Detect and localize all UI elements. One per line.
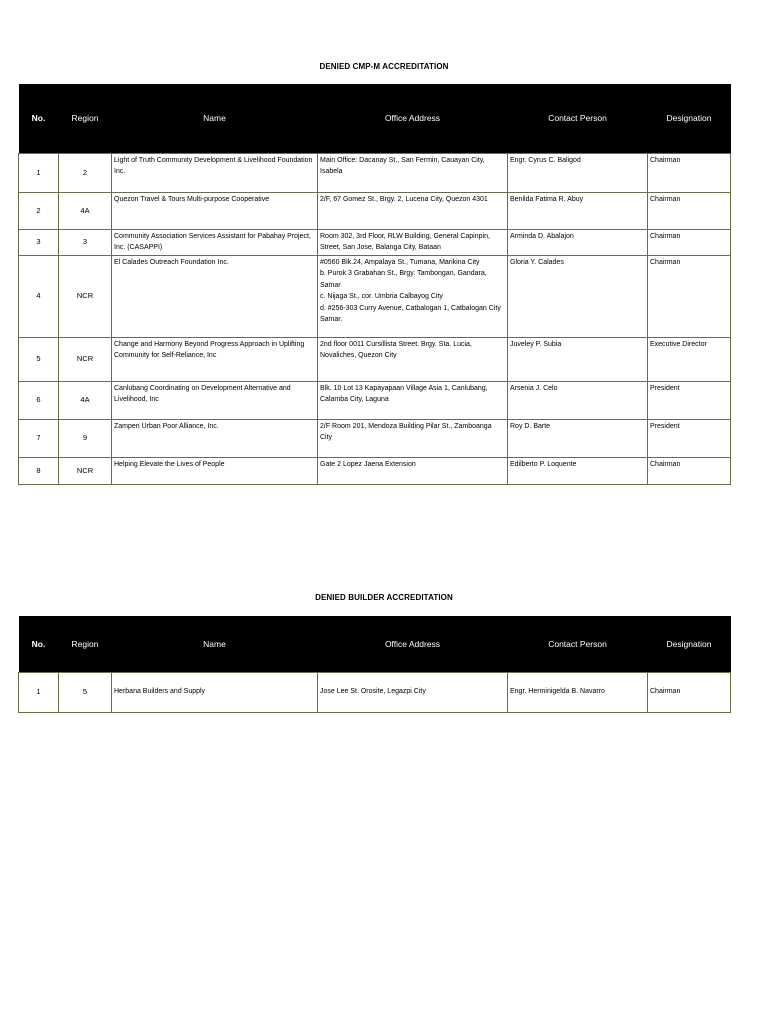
address-line: b. Purok 3 Grabahan St., Brgy. Tambongan, Gandara, Samar (320, 270, 487, 289)
cell-name: Herbana Builders and Supply (112, 672, 318, 712)
cell-no: 5 (19, 337, 59, 381)
cell-region: NCR (59, 337, 112, 381)
cell-contact-person: Edilberto P. Loquente (508, 457, 648, 484)
cell-no: 1 (19, 153, 59, 192)
cell-designation: Chairman (648, 672, 731, 712)
header-designation: Designation (648, 84, 731, 153)
cell-contact-person: Engr. Cyrus C. Baligod (508, 153, 648, 192)
table-row (19, 672, 731, 712)
cell-contact-person: Juveley P. Subia (508, 337, 648, 381)
cell-region: 5 (59, 672, 112, 712)
cell-region: 9 (59, 419, 112, 457)
cell-name: Helping Elevate the Lives of People (112, 457, 318, 484)
cell-no: 4 (19, 255, 59, 337)
cell-designation: President (648, 381, 731, 419)
table-row (19, 457, 731, 484)
header-contact-person: Contact Person (508, 84, 648, 153)
cmpm-title: DENIED CMP-M ACCREDITATION (319, 62, 449, 71)
address-line: Jose Lee St. Orosite, Legazpi City (320, 688, 426, 696)
cell-office-address (318, 153, 508, 192)
cell-office-address (318, 419, 508, 457)
address-line: Main Office: Dacanay St., San Fermin, Cauayan City, Isabela (320, 156, 485, 175)
cell-name: El Calades Outreach Foundation Inc. (112, 255, 318, 337)
header-name: Name (112, 84, 318, 153)
header-office-address: Office Address (318, 616, 508, 672)
builder-table (18, 616, 731, 713)
table-row (19, 419, 731, 457)
address-line: Gate 2 Lopez Jaena Extension (320, 460, 416, 468)
header-region: Region (59, 616, 112, 672)
address-line: 2/F, 67 Gomez St., Brgy. 2, Lucena City, Quezon 4301 (320, 195, 488, 203)
cell-office-address (318, 229, 508, 255)
cell-no: 2 (19, 192, 59, 229)
cell-region: NCR (59, 255, 112, 337)
address-line: c. Nijaga St., cor. Umbria Calbayog City (320, 293, 443, 300)
header-contact-person: Contact Person (508, 616, 648, 672)
cell-region: 3 (59, 229, 112, 255)
builder-title: DENIED BUILDER ACCREDITATION (315, 593, 453, 602)
cell-designation: Chairman (648, 192, 731, 229)
table-row (19, 337, 731, 381)
header-office-address: Office Address (318, 84, 508, 153)
cell-contact-person: Benilda Fatima R. Abuy (508, 192, 648, 229)
header-designation: Designation (648, 616, 731, 672)
table-row (19, 192, 731, 229)
cell-name: Quezon Travel & Tours Multi-purpose Cooperative (112, 192, 318, 229)
header-region: Region (59, 84, 112, 153)
cell-no: 7 (19, 419, 59, 457)
cell-office-address (318, 381, 508, 419)
cell-designation: Executive Director (648, 337, 731, 381)
cmpm-header-row (19, 84, 731, 153)
builder-header-row (19, 616, 731, 672)
cell-region: NCR (59, 457, 112, 484)
address-line: Blk. 10 Lot 13 Kapayapaan Village Asia 1, Canlubang, Calamba City, Laguna (320, 384, 488, 403)
table-row (19, 381, 731, 419)
cell-no: 1 (19, 672, 59, 712)
cell-no: 8 (19, 457, 59, 484)
cell-contact-person: Arminda D. Abalajon (508, 229, 648, 255)
cell-region: 4A (59, 192, 112, 229)
cell-name: Canlubang Coordinating on Development Alternative and Livelihood, Inc (112, 381, 318, 419)
cell-contact-person: Gloria Y. Calades (508, 255, 648, 337)
address-line: d. #256-303 Curry Avenue, Catbalogan 1, Catbalogan City Samar. (320, 304, 501, 323)
cell-contact-person: Arsenia J. Celo (508, 381, 648, 419)
header-no: No. (19, 616, 59, 672)
table-row (19, 229, 731, 255)
cell-region: 4A (59, 381, 112, 419)
header-no: No. (19, 84, 59, 153)
table-row (19, 153, 731, 192)
cell-name: Light of Truth Community Development & Livelihood Foundation Inc. (112, 153, 318, 192)
cell-designation: Chairman (648, 229, 731, 255)
cell-region: 2 (59, 153, 112, 192)
cell-designation: Chairman (648, 255, 731, 337)
table-row (19, 255, 731, 337)
cell-no: 6 (19, 381, 59, 419)
address-line: 2nd floor 0011 Cursillista Street. Brgy. Sta. Lucia, Novaliches, Quezon City (320, 340, 472, 359)
cell-name: Change and Harmony Beyond Progress Approach in Uplifting Community for Self-Reliance, Inc (112, 337, 318, 381)
cell-designation: Chairman (648, 153, 731, 192)
cell-no: 3 (19, 229, 59, 255)
cell-designation: Chairman (648, 457, 731, 484)
cell-office-address (318, 672, 508, 712)
cell-office-address (318, 337, 508, 381)
cell-contact-person: Roy D. Barte (508, 419, 648, 457)
address-line: Room 302, 3rd Floor, RLW Building, General Capinpin, Street, San Jose, Balanga City, Bataan (320, 232, 490, 251)
address-line: #0560 Blk.24, Ampalaya St., Tumana, Marikina City (320, 258, 480, 266)
cell-designation: President (648, 419, 731, 457)
cell-office-address (318, 255, 508, 337)
header-name: Name (112, 616, 318, 672)
cmpm-table (18, 84, 731, 485)
cell-name: Community Association Services Assistant for Pabahay Project, Inc. (CASAPPI) (112, 229, 318, 255)
cell-contact-person: Engr. Herminigelda B. Navarro (508, 672, 648, 712)
cell-name: Zampen Urban Poor Alliance, Inc. (112, 419, 318, 457)
cell-office-address (318, 457, 508, 484)
cell-office-address (318, 192, 508, 229)
address-line: 2/F Room 201, Mendoza Building Pilar St., Zamboanga City (320, 422, 492, 441)
